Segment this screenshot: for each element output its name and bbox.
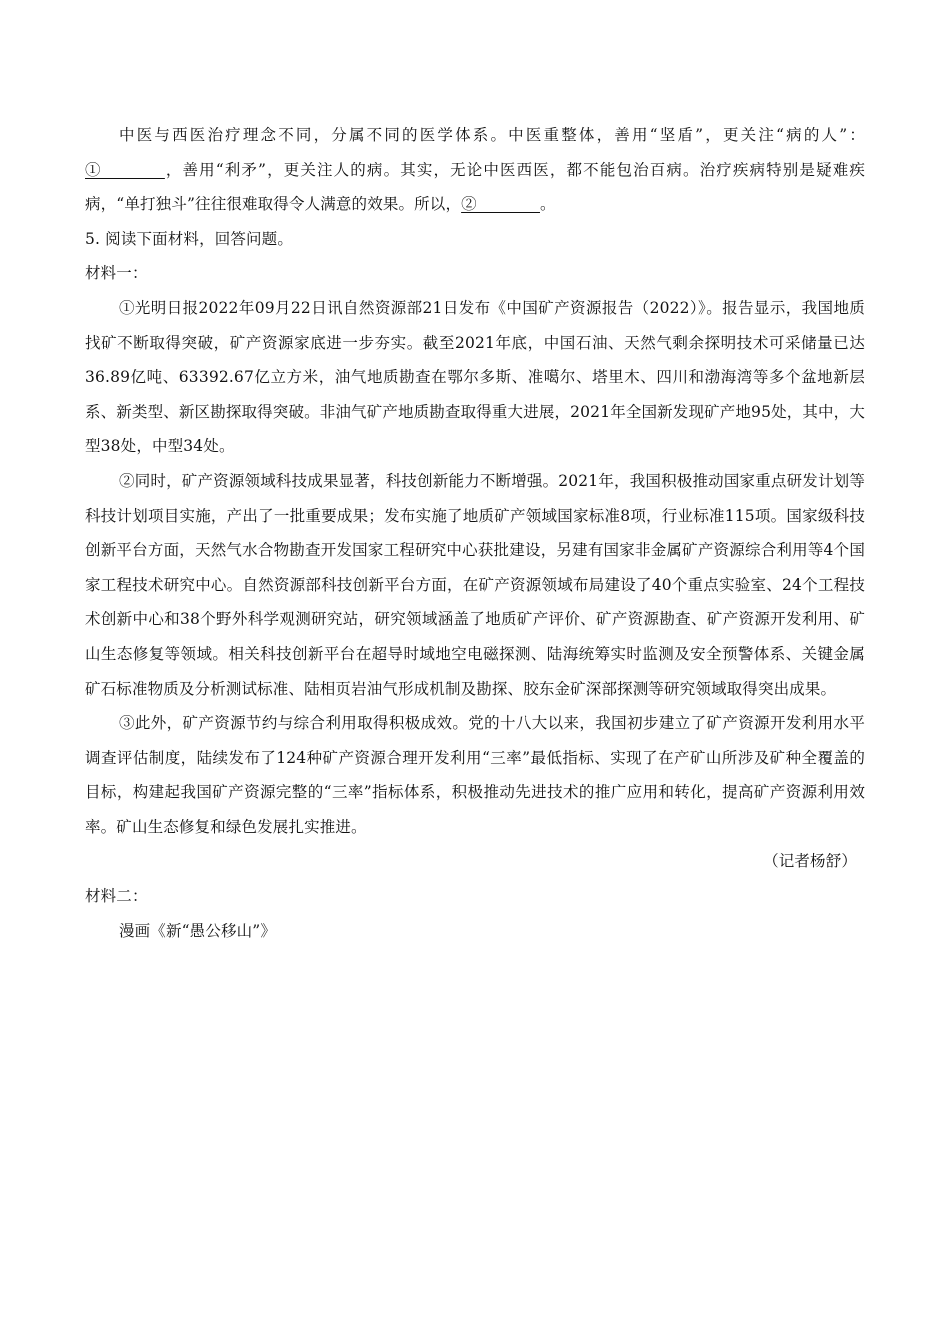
passage-text: ，善用“利矛”，更关注人的病。其实，无论中医西医，都不能包治百病。治疗疾病特别是疑难疾病，“单打独斗”往往很难取得令人满意的效果。所以， [85,160,865,214]
passage-end: 。 [539,195,556,214]
blank-1: ①________ [85,160,165,179]
material-1-paragraph-3: ③此外，矿产资源节约与综合利用取得积极成效。党的十八大以来，我国初步建立了矿产资源开发利用水平调查评估制度，陆续发布了124种矿产资源合理开发利用“三率”最低指标、实现了在产矿山所涉及矿种全覆盖的目标，构建起我国矿产资源完整的“三率”指标体系，积极推动先进技术的推广应用和转化，提高矿产资源利用效率。矿山生态修复和绿色发展扎实推进。 [85,714,865,836]
byline: （记者杨舒） [763,852,857,871]
blank-2: ②________ [461,195,540,214]
comic-title: 漫画《新“愚公移山”》 [119,921,276,940]
passage-paragraph [85,118,865,222]
document-body [85,118,865,948]
material-2-label: 材料二： [85,887,148,906]
material-1-label: 材料一： [85,264,148,283]
material-1-paragraph-2: ②同时，矿产资源领域科技成果显著，科技创新能力不断增强。2021年，我国积极推动国家重点研发计划等科技计划项目实施，产出了一批重要成果；发布实施了地质矿产领域国家标准8项，行业标准115项。国家级科技创新平台方面，天然气水合物勘查开发国家工程研究中心获批建设，另建有国家非金属矿产资源综合利用等4个国家工程技术研究中心。自然资源部科技创新平台方面，在矿产资源领域布局建设了40个重点实验室、24个工程技术创新中心和38个野外科学观测研究站，研究领域涵盖了地质矿产评价、矿产资源勘查、矿产资源开发利用、矿山生态修复等领域。相关科技创新平台在超导时域地空电磁探测、陆海统筹实时监测及安全预警体系、关键金属矿石标准物质及分析测试标准、陆相页岩油气形成机制及勘探、胶东金矿深部探测等研究领域取得突出成果。 [85,471,865,698]
passage-line-1: 中医与西医治疗理念不同，分属不同的医学体系。中医重整体，善用“坚盾”，更关注“病的人”： [119,126,865,144]
material-1-paragraph-1: ①光明日报2022年09月22日讯自然资源部21日发布《中国矿产资源报告（2022）》。报告显示，我国地质找矿不断取得突破，矿产资源家底进一步夯实。截至2021年底，中国石油、天然气剩余探明技术可采储量已达36.89亿吨、63392.67亿立方米，油气地质勘查在鄂尔多斯、准噶尔、塔里木、四川和渤海湾等多个盆地新层系、新类型、新区勘探取得突破。非油气矿产地质勘查取得重大进展，2021年全国新发现矿产地95处，其中，大型38处，中型34处。 [85,298,865,456]
question-title: 5. 阅读下面材料，回答问题。 [85,229,293,248]
